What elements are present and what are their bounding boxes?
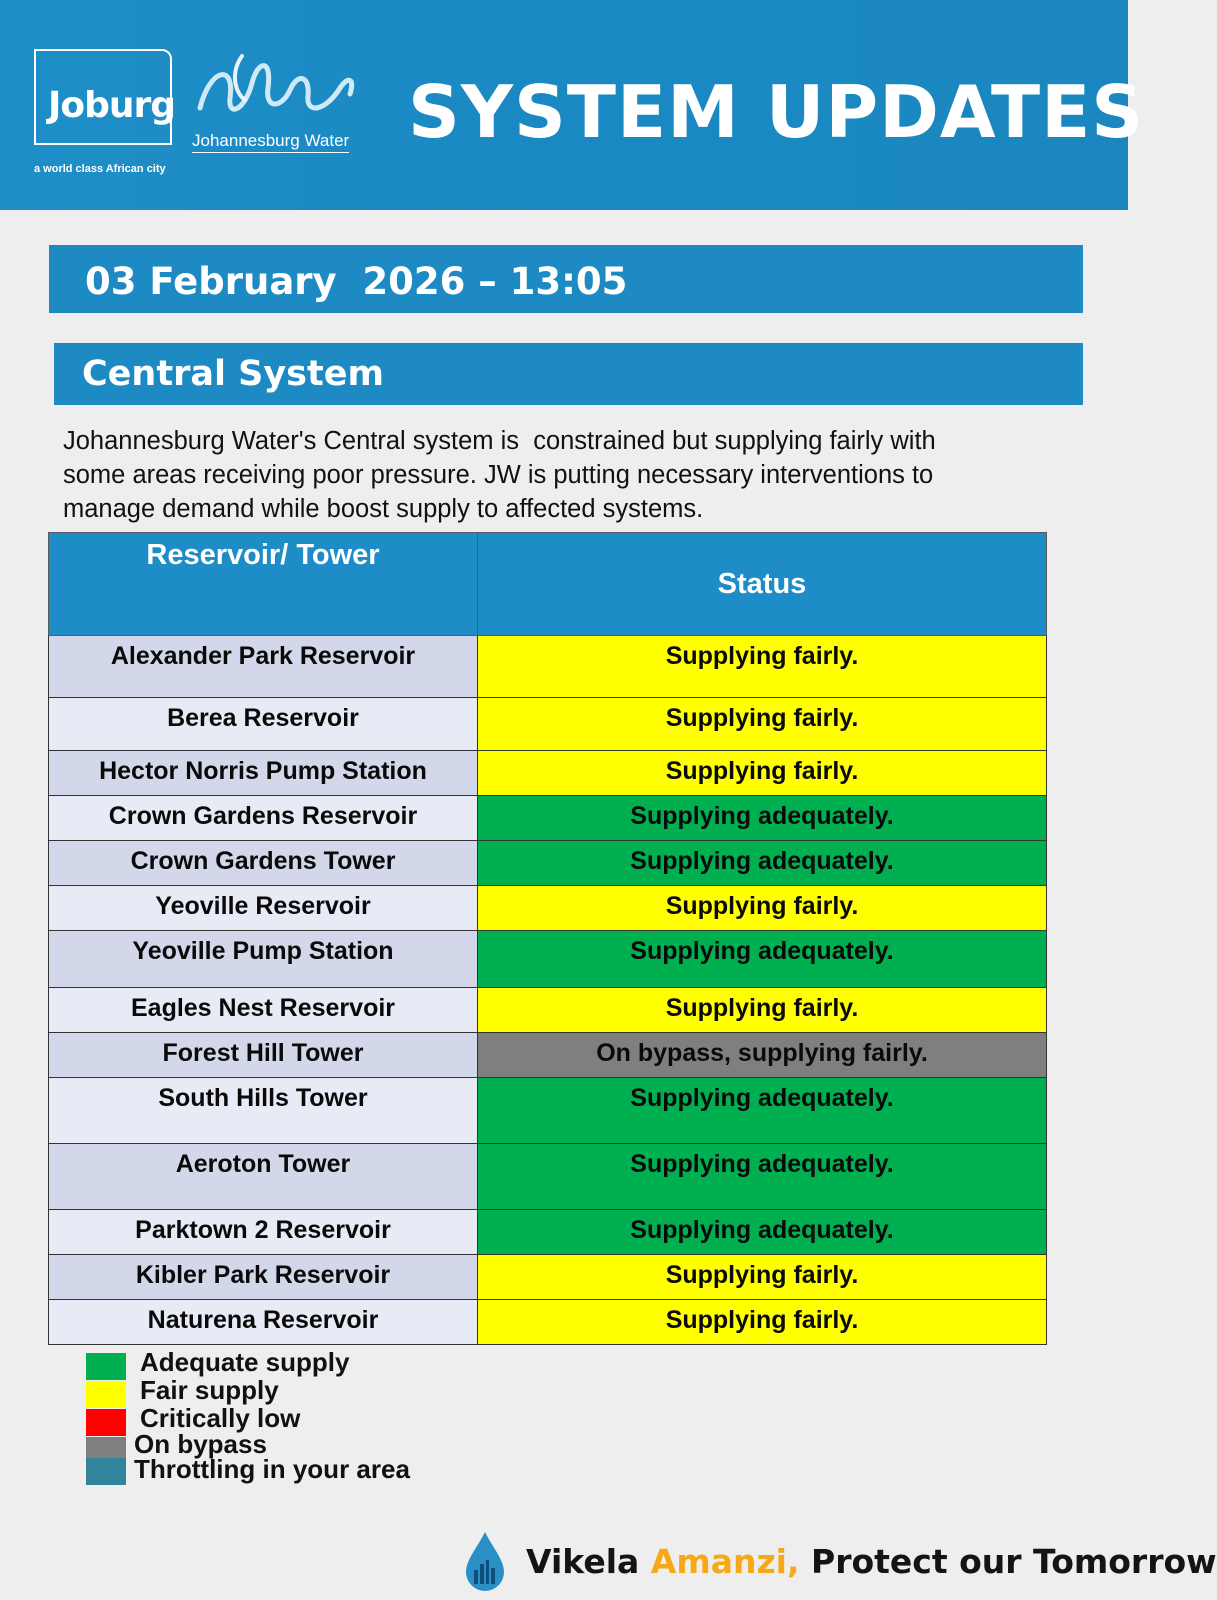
table-row bbox=[49, 1300, 1047, 1345]
reservoir-name-cell: Parktown 2 Reservoir bbox=[49, 1210, 478, 1255]
table-row bbox=[49, 886, 1047, 931]
status-cell: Supplying fairly. bbox=[478, 698, 1047, 751]
footer-text bbox=[526, 1542, 1217, 1581]
legend-label: Adequate supply bbox=[140, 1347, 350, 1377]
section-title: Central System bbox=[82, 354, 384, 394]
table-row bbox=[49, 698, 1047, 751]
section-header bbox=[54, 343, 1083, 405]
joburg-logo-text: Joburg bbox=[48, 85, 176, 126]
reservoir-name-cell: Forest Hill Tower bbox=[49, 1033, 478, 1078]
reservoir-name-cell: Crown Gardens Reservoir bbox=[49, 796, 478, 841]
status-cell: Supplying fairly. bbox=[478, 1300, 1047, 1345]
reservoir-name-cell: Yeoville Reservoir bbox=[49, 886, 478, 931]
table-row bbox=[49, 931, 1047, 988]
water-drop-icon bbox=[462, 1530, 508, 1592]
table-row bbox=[49, 751, 1047, 796]
table-row bbox=[49, 1255, 1047, 1300]
table-body bbox=[49, 636, 1047, 1345]
status-cell: On bypass, supplying fairly. bbox=[478, 1033, 1047, 1078]
joburg-tagline: a world class African city bbox=[34, 163, 166, 175]
legend-swatch bbox=[86, 1353, 126, 1380]
legend-swatch bbox=[86, 1381, 126, 1408]
legend-swatch bbox=[86, 1458, 126, 1485]
reservoir-name-cell: Yeoville Pump Station bbox=[49, 931, 478, 988]
table-row bbox=[49, 636, 1047, 698]
status-cell: Supplying fairly. bbox=[478, 988, 1047, 1033]
status-cell: Supplying fairly. bbox=[478, 636, 1047, 698]
table-row bbox=[49, 796, 1047, 841]
status-cell: Supplying fairly. bbox=[478, 751, 1047, 796]
footer-text-part1: Vikela bbox=[526, 1542, 651, 1581]
status-cell: Supplying adequately. bbox=[478, 1210, 1047, 1255]
reservoir-name-cell: Crown Gardens Tower bbox=[49, 841, 478, 886]
reservoir-name-cell: Naturena Reservoir bbox=[49, 1300, 478, 1345]
status-cell: Supplying adequately. bbox=[478, 796, 1047, 841]
update-date: 03 February 2026 – 13:05 bbox=[85, 260, 628, 303]
column-header-status: Status bbox=[478, 533, 1047, 636]
reservoir-name-cell: Eagles Nest Reservoir bbox=[49, 988, 478, 1033]
table-header-row bbox=[49, 533, 1047, 636]
reservoir-name-cell: Aeroton Tower bbox=[49, 1144, 478, 1210]
footer-slogan bbox=[462, 1530, 1217, 1600]
table-row bbox=[49, 1078, 1047, 1144]
status-cell: Supplying adequately. bbox=[478, 931, 1047, 988]
status-cell: Supplying fairly. bbox=[478, 1255, 1047, 1300]
legend-label: Critically low bbox=[140, 1403, 301, 1433]
reservoir-name-cell: Hector Norris Pump Station bbox=[49, 751, 478, 796]
table-row bbox=[49, 1210, 1047, 1255]
table-row bbox=[49, 841, 1047, 886]
page-title: SYSTEM UPDATES bbox=[408, 70, 1145, 154]
status-cell: Supplying adequately. bbox=[478, 1078, 1047, 1144]
reservoir-name-cell: Berea Reservoir bbox=[49, 698, 478, 751]
legend-label: Fair supply bbox=[140, 1375, 279, 1405]
legend-swatch bbox=[86, 1409, 126, 1436]
table-row bbox=[49, 1144, 1047, 1210]
status-cell: Supplying adequately. bbox=[478, 841, 1047, 886]
legend-label: On bypass bbox=[134, 1429, 267, 1459]
footer-text-accent: Amanzi, bbox=[650, 1542, 800, 1581]
column-header-reservoir: Reservoir/ Tower bbox=[49, 533, 478, 636]
joburg-logo bbox=[34, 49, 176, 145]
reservoir-name-cell: Kibler Park Reservoir bbox=[49, 1255, 478, 1300]
section-description: Johannesburg Water's Central system is constrained but supplying fairly with some areas receiving poor pressure. JW is putting necessary interventions to manage demand while boost supply to affected systems. bbox=[63, 427, 936, 523]
date-bar bbox=[49, 245, 1083, 313]
status-table bbox=[48, 532, 1047, 1345]
footer-text-part3: Protect our Tomorrow bbox=[799, 1542, 1217, 1581]
status-cell: Supplying fairly. bbox=[478, 886, 1047, 931]
table-row bbox=[49, 1033, 1047, 1078]
legend-label: Throttling in your area bbox=[134, 1454, 410, 1484]
table-row bbox=[49, 988, 1047, 1033]
reservoir-name-cell: South Hills Tower bbox=[49, 1078, 478, 1144]
reservoir-name-cell: Alexander Park Reservoir bbox=[49, 636, 478, 698]
jw-name: Johannesburg Water bbox=[192, 131, 349, 153]
status-cell: Supplying adequately. bbox=[478, 1144, 1047, 1210]
header-banner bbox=[0, 0, 1145, 210]
